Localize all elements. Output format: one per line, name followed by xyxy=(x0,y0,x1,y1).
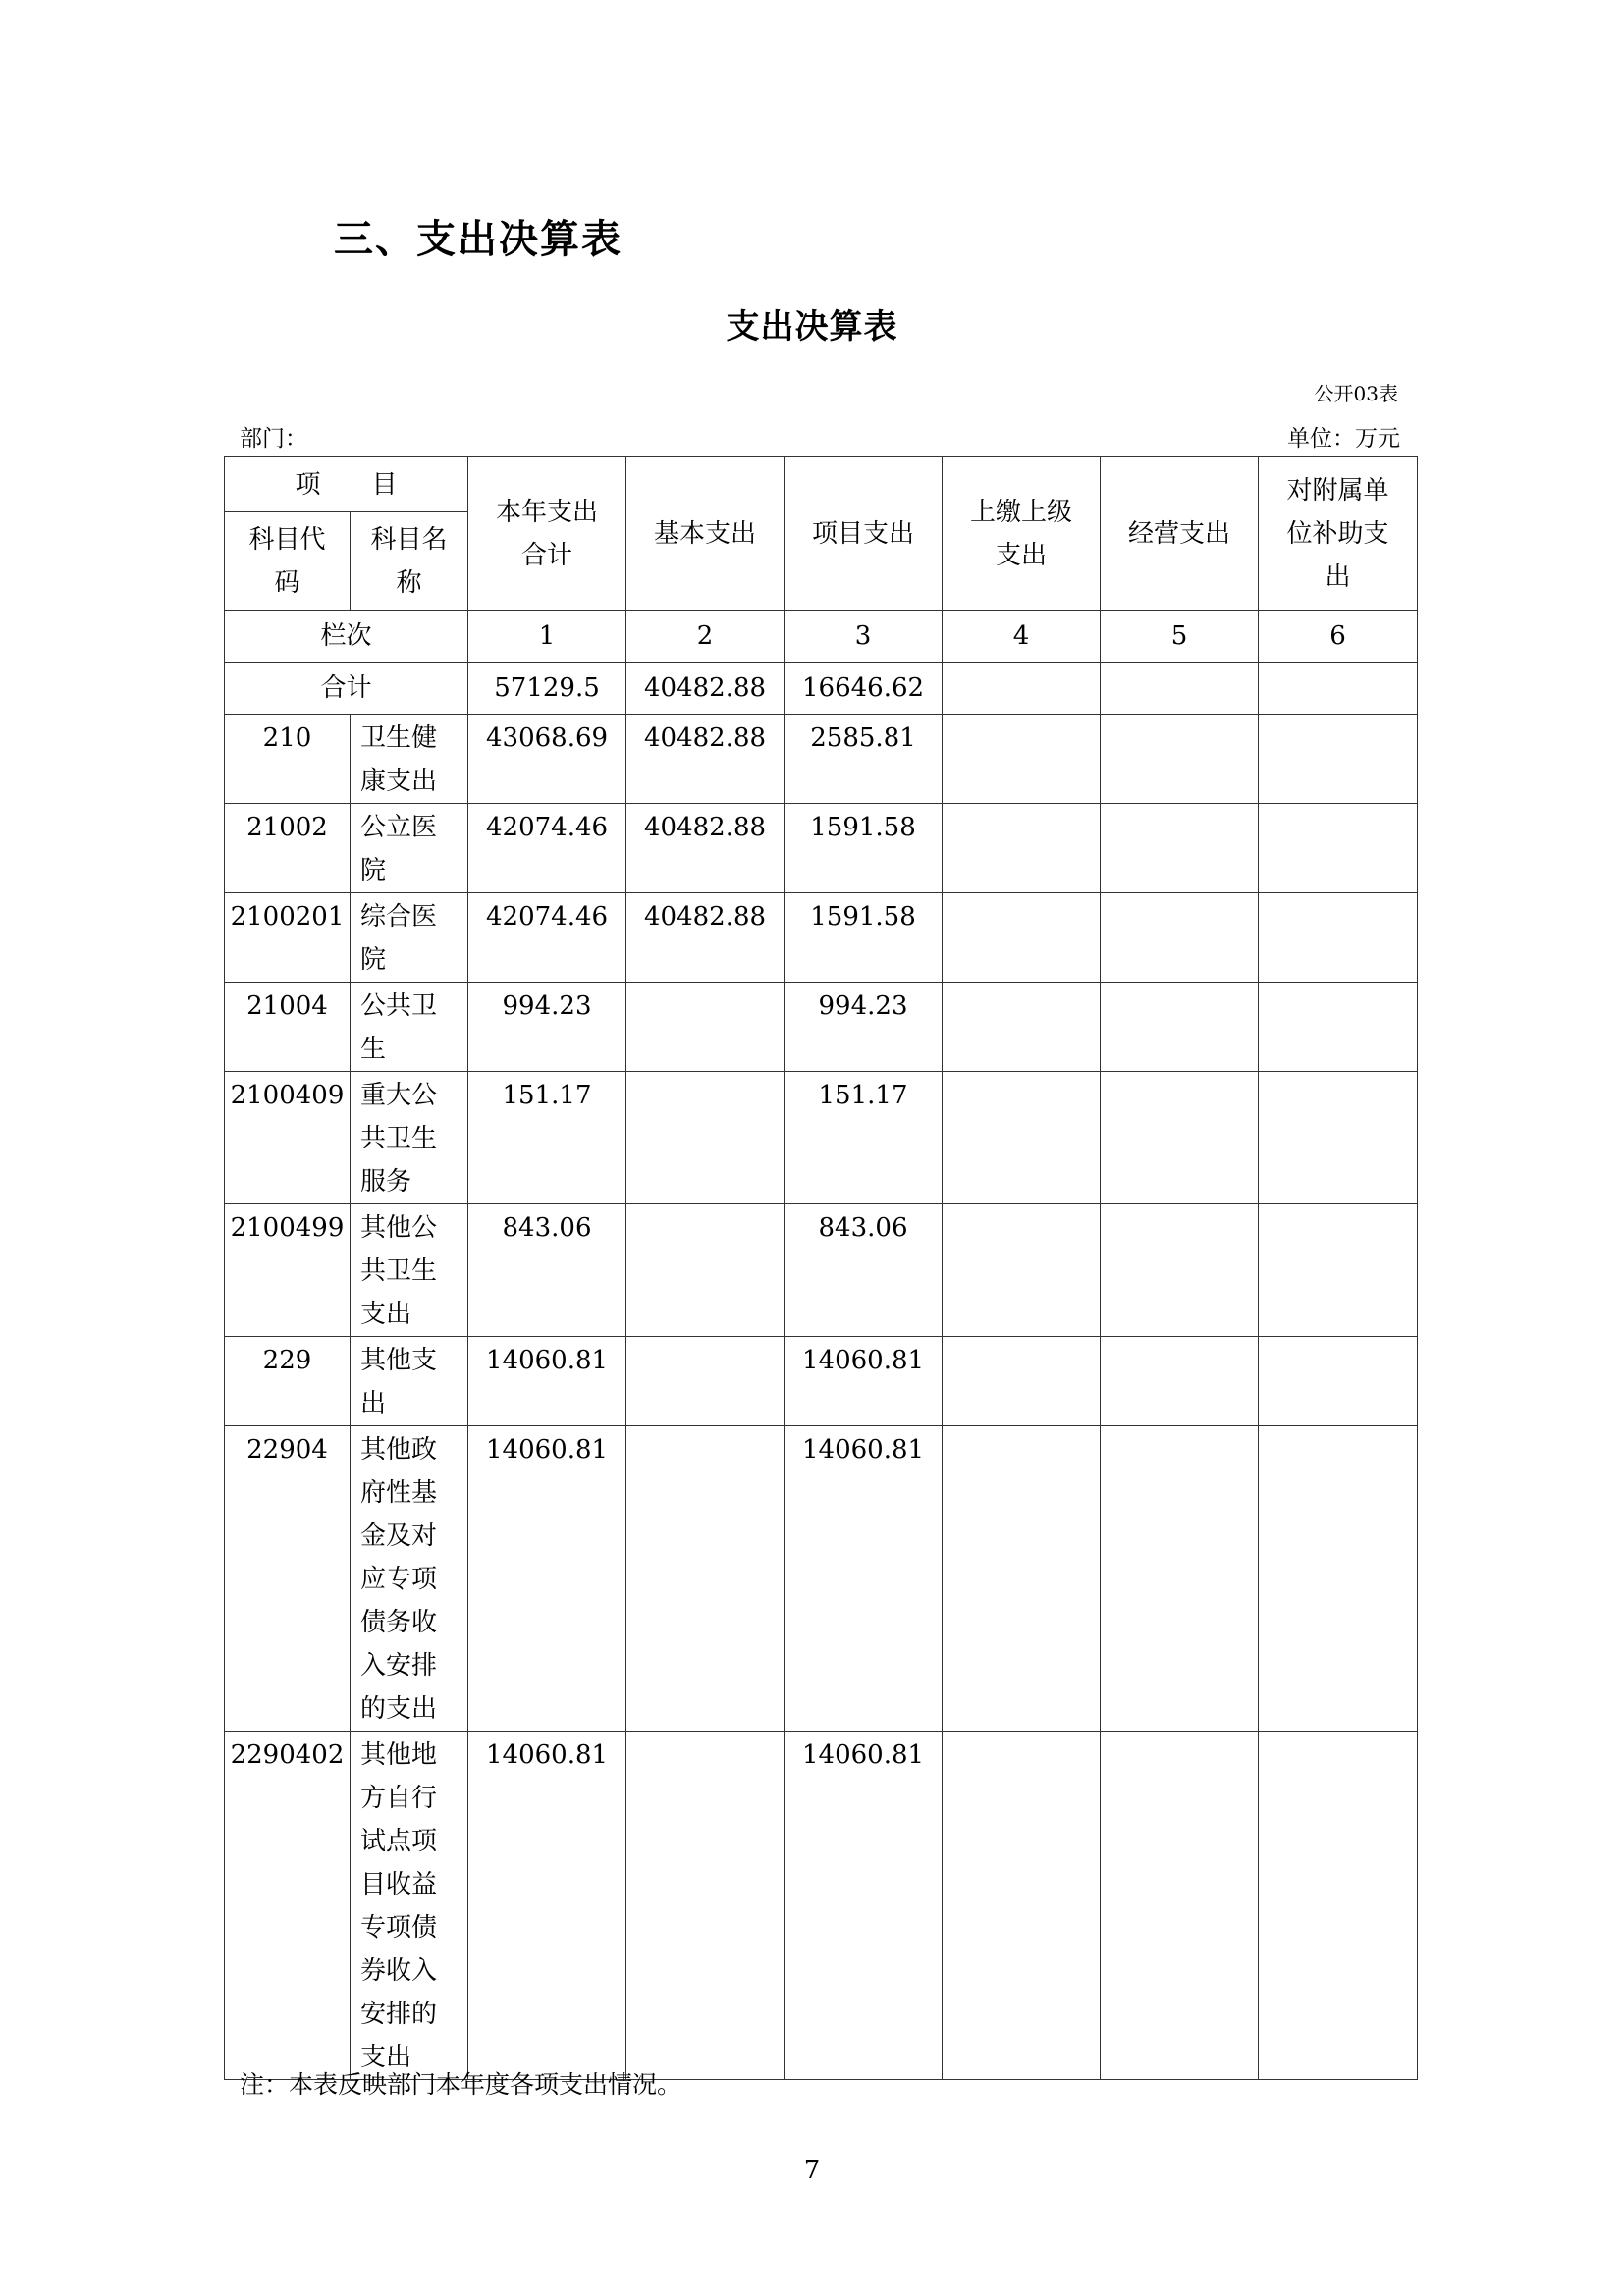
amount-cell: 1591.58 xyxy=(785,893,943,983)
subject-code-cell: 229 xyxy=(225,1337,351,1426)
table-row xyxy=(225,893,1418,983)
total-value xyxy=(943,663,1101,715)
header-col-total: 本年支出合计 xyxy=(468,457,626,611)
header-col-operating: 经营支出 xyxy=(1101,457,1259,611)
expense-table xyxy=(224,456,1418,2080)
amount-cell xyxy=(1101,1204,1259,1337)
header-col-project: 项目支出 xyxy=(785,457,943,611)
amount-cell: 2585.81 xyxy=(785,715,943,804)
row-index-label: 栏次 xyxy=(225,611,468,663)
subject-code-cell: 2100409 xyxy=(225,1072,351,1204)
amount-cell xyxy=(943,1732,1101,2080)
amount-cell xyxy=(626,1204,785,1337)
amount-cell xyxy=(626,1732,785,2080)
row-index xyxy=(225,611,1418,663)
amount-cell: 994.23 xyxy=(468,983,626,1072)
amount-cell: 14060.81 xyxy=(785,1732,943,2080)
amount-cell xyxy=(1101,1337,1259,1426)
table-row xyxy=(225,1072,1418,1204)
amount-cell: 42074.46 xyxy=(468,893,626,983)
amount-cell xyxy=(1259,715,1418,804)
amount-cell: 843.06 xyxy=(468,1204,626,1337)
amount-cell xyxy=(1259,804,1418,893)
unit-label: 单位：万元 xyxy=(1287,426,1400,452)
subject-code-cell: 2290402 xyxy=(225,1732,351,2080)
row-index-value: 4 xyxy=(943,611,1101,663)
table-row xyxy=(225,1204,1418,1337)
amount-cell: 14060.81 xyxy=(468,1337,626,1426)
amount-cell: 14060.81 xyxy=(785,1337,943,1426)
subject-name-cell: 其他地方自行试点项目收益专项债券收入安排的支出 xyxy=(351,1732,468,2080)
amount-cell xyxy=(1259,893,1418,983)
table-note: 注：本表反映部门本年度各项支出情况。 xyxy=(240,2070,682,2099)
amount-cell: 14060.81 xyxy=(785,1426,943,1732)
total-row xyxy=(225,663,1418,715)
amount-cell xyxy=(943,1072,1101,1204)
amount-cell: 14060.81 xyxy=(468,1426,626,1732)
amount-cell xyxy=(943,983,1101,1072)
amount-cell xyxy=(943,1337,1101,1426)
table-row xyxy=(225,983,1418,1072)
subject-code-cell: 210 xyxy=(225,715,351,804)
subject-name-cell: 其他政府性基金及对应专项债务收入安排的支出 xyxy=(351,1426,468,1732)
amount-cell xyxy=(943,1426,1101,1732)
amount-cell: 14060.81 xyxy=(468,1732,626,2080)
subject-name-cell: 卫生健康支出 xyxy=(351,715,468,804)
subject-code-cell: 21002 xyxy=(225,804,351,893)
amount-cell xyxy=(626,1426,785,1732)
total-value xyxy=(1101,663,1259,715)
subject-name-cell: 公共卫生 xyxy=(351,983,468,1072)
amount-cell xyxy=(1101,715,1259,804)
header-subject-code: 科目代码 xyxy=(225,512,351,611)
table-row xyxy=(225,804,1418,893)
table-row xyxy=(225,1732,1418,2080)
amount-cell xyxy=(626,983,785,1072)
amount-cell xyxy=(626,1337,785,1426)
header-col-remit: 上缴上级支出 xyxy=(943,457,1101,611)
amount-cell: 42074.46 xyxy=(468,804,626,893)
amount-cell: 151.17 xyxy=(468,1072,626,1204)
table-row xyxy=(225,1426,1418,1732)
row-index-value: 2 xyxy=(626,611,785,663)
subject-name-cell: 综合医院 xyxy=(351,893,468,983)
form-code: 公开03表 xyxy=(1314,382,1398,405)
subject-code-cell: 2100499 xyxy=(225,1204,351,1337)
header-project: 项 目 xyxy=(225,457,468,512)
department-label: 部门： xyxy=(240,426,307,452)
amount-cell xyxy=(1259,1337,1418,1426)
amount-cell: 1591.58 xyxy=(785,804,943,893)
amount-cell xyxy=(1101,1426,1259,1732)
total-value: 40482.88 xyxy=(626,663,785,715)
subject-name-cell: 重大公共卫生服务 xyxy=(351,1072,468,1204)
amount-cell xyxy=(943,1204,1101,1337)
row-index-value: 5 xyxy=(1101,611,1259,663)
amount-cell xyxy=(943,893,1101,983)
amount-cell: 43068.69 xyxy=(468,715,626,804)
subject-name-cell: 其他公共卫生支出 xyxy=(351,1204,468,1337)
row-index-value: 6 xyxy=(1259,611,1418,663)
table-title: 支出决算表 xyxy=(726,307,898,347)
subject-name-cell: 其他支出 xyxy=(351,1337,468,1426)
section-heading: 三、支出决算表 xyxy=(334,217,623,262)
amount-cell xyxy=(1101,893,1259,983)
subject-code-cell: 22904 xyxy=(225,1426,351,1732)
row-index-value: 3 xyxy=(785,611,943,663)
amount-cell: 843.06 xyxy=(785,1204,943,1337)
amount-cell xyxy=(1101,1072,1259,1204)
amount-cell xyxy=(1259,1072,1418,1204)
amount-cell: 40482.88 xyxy=(626,804,785,893)
header-col-basic: 基本支出 xyxy=(626,457,785,611)
amount-cell xyxy=(1259,1732,1418,2080)
table-row xyxy=(225,1337,1418,1426)
amount-cell xyxy=(1259,1204,1418,1337)
header-subject-name: 科目名称 xyxy=(351,512,468,611)
amount-cell xyxy=(943,715,1101,804)
amount-cell xyxy=(1259,983,1418,1072)
total-label: 合计 xyxy=(225,663,468,715)
row-index-value: 1 xyxy=(468,611,626,663)
amount-cell: 40482.88 xyxy=(626,893,785,983)
total-value xyxy=(1259,663,1418,715)
header-col-subsidy: 对附属单位补助支出 xyxy=(1259,457,1418,611)
subject-code-cell: 21004 xyxy=(225,983,351,1072)
amount-cell xyxy=(1259,1426,1418,1732)
total-value: 57129.5 xyxy=(468,663,626,715)
amount-cell: 40482.88 xyxy=(626,715,785,804)
amount-cell: 994.23 xyxy=(785,983,943,1072)
subject-name-cell: 公立医院 xyxy=(351,804,468,893)
amount-cell xyxy=(1101,983,1259,1072)
total-value: 16646.62 xyxy=(785,663,943,715)
amount-cell: 151.17 xyxy=(785,1072,943,1204)
table-row xyxy=(225,715,1418,804)
subject-code-cell: 2100201 xyxy=(225,893,351,983)
amount-cell xyxy=(1101,1732,1259,2080)
page-number: 7 xyxy=(803,2156,821,2185)
amount-cell xyxy=(1101,804,1259,893)
amount-cell xyxy=(626,1072,785,1204)
amount-cell xyxy=(943,804,1101,893)
